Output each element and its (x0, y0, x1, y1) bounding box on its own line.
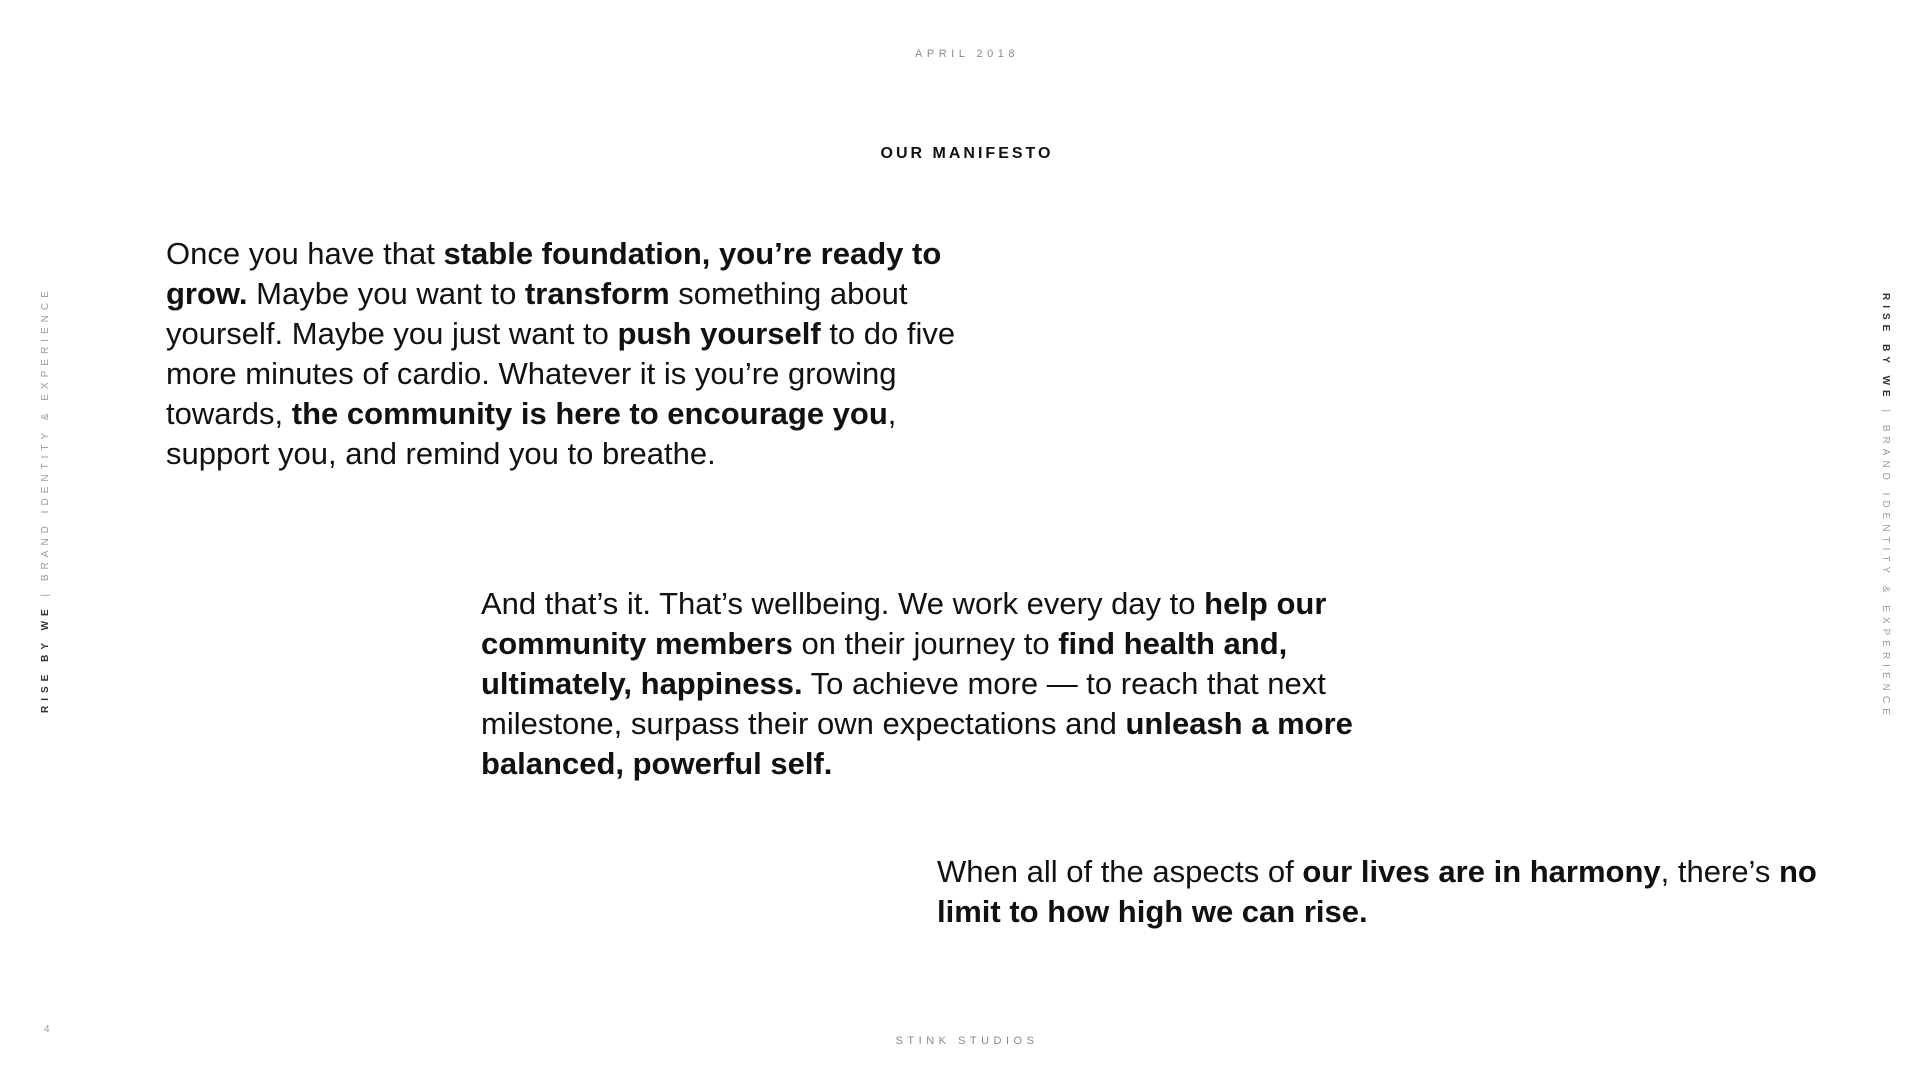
side-subtitle: BRAND IDENTITY & EXPERIENCE (40, 286, 51, 582)
manifesto-paragraph-2 (481, 584, 1411, 784)
emphasis-run: the community is here to encourage you (291, 396, 888, 431)
side-subtitle: BRAND IDENTITY & EXPERIENCE (1880, 424, 1891, 720)
separator: | (1880, 409, 1891, 418)
emphasis-run: unleash a more balanced, powerful self. (481, 706, 1353, 781)
document-date: APRIL 2018 (915, 48, 1019, 60)
emphasis-run: our lives are in harmony (1302, 854, 1661, 889)
manifesto-paragraph-1 (166, 234, 966, 474)
text-run: something about yourself. Maybe you just want to (166, 276, 908, 351)
brand-name: RISE BY WE (40, 604, 51, 713)
separator: | (40, 588, 51, 597)
page-number: 4 (44, 1024, 50, 1035)
emphasis-run: help our community members (481, 586, 1327, 661)
emphasis-run: no limit to how high we can rise. (937, 854, 1817, 929)
emphasis-run: stable foundation, you’re ready to grow. (166, 236, 942, 311)
text-run: , support you, and remind you to breathe. (166, 396, 897, 471)
text-run: Maybe you want to (247, 276, 525, 311)
emphasis-run: push yourself (617, 316, 821, 351)
text-run: , there’s (1660, 854, 1779, 889)
text-run: on their journey to (792, 626, 1059, 661)
emphasis-run: transform (524, 276, 670, 311)
manifesto-paragraph-3 (937, 852, 1837, 932)
text-run: To achieve more — to reach that next milestone, surpass their own expectations and (481, 666, 1326, 741)
footer-studio: STINK STUDIOS (895, 1035, 1039, 1047)
text-run: Once you have that (166, 236, 444, 271)
emphasis-run: find health and, ultimately, happiness. (481, 626, 1288, 701)
side-label-right (1879, 293, 1891, 720)
side-label-left (40, 286, 52, 713)
text-run: to do five more minutes of cardio. Whatever it is you’re growing towards, (166, 316, 956, 431)
brand-name: RISE BY WE (1880, 293, 1891, 402)
page-title: OUR MANIFESTO (880, 145, 1054, 162)
text-run: And that’s it. That’s wellbeing. We work every day to (481, 586, 1205, 621)
text-run: When all of the aspects of (937, 854, 1303, 889)
